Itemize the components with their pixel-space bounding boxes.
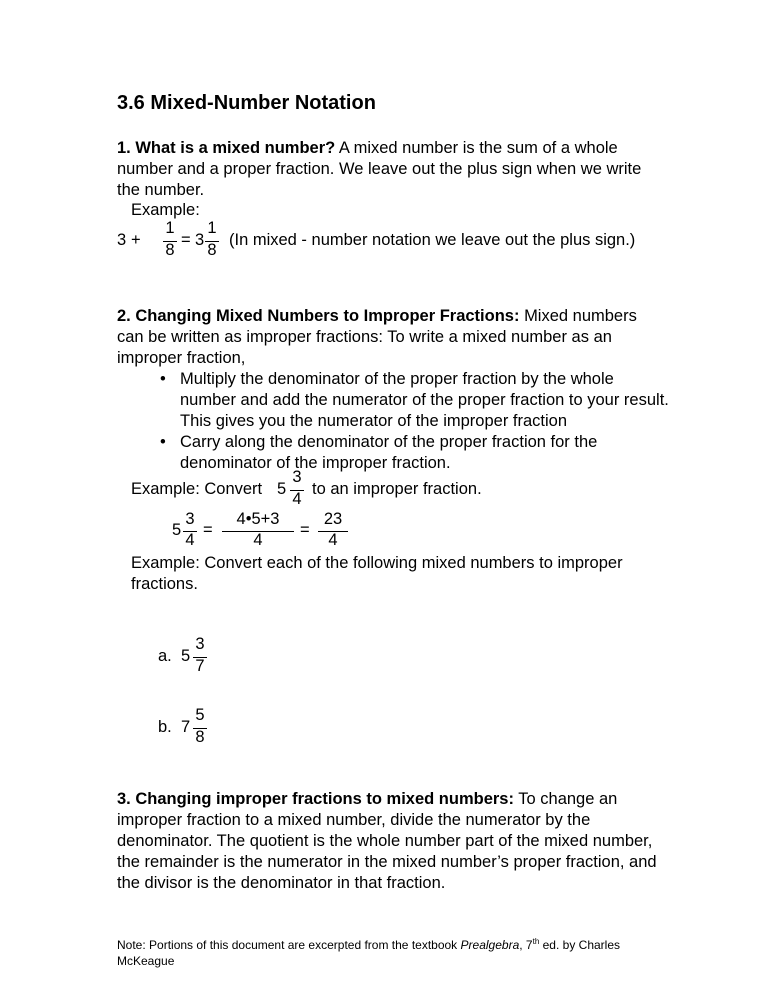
work-numerator-3: 23 (323, 510, 343, 528)
footer-edition-suffix: th (532, 937, 540, 946)
exercise-denominator: 7 (195, 657, 205, 675)
convert-whole: 5 (277, 480, 287, 498)
convert-numerator: 3 (292, 468, 302, 486)
convert-denominator: 4 (292, 490, 302, 508)
exercise-whole: 5 (181, 647, 191, 665)
section-2-text: Mixed numbers can be written as improper fractions: To write a mixed number as an improper fraction, (117, 307, 637, 367)
exercise-label: a. (158, 647, 172, 665)
work-numerator-2: 4•5+3 (236, 510, 280, 528)
section-3-heading: 3. Changing improper fractions to mixed numbers: (117, 790, 514, 808)
section-1-paragraph (117, 138, 662, 201)
eq-whole: 3 (117, 231, 127, 249)
eq-plus: + (131, 231, 141, 249)
section-2-heading: 2. Changing Mixed Numbers to Improper Fractions: (117, 307, 520, 325)
section-1-heading: 1. What is a mixed number? (117, 139, 336, 157)
eq-whole-2: 3 (195, 231, 205, 249)
exercise-numerator: 3 (195, 635, 205, 653)
work-equals-2: = (300, 521, 310, 539)
step-item: • Carry along the denominator of the proper fraction for the denominator of the improper fraction. (160, 432, 670, 474)
section-3-text: To change an improper fraction to a mixed number, divide the numerator by the denominator. The quotient is the whole number part of the mixed number, the remainder is the numerator in the mixed number’s proper fraction, and the divisor is the denominator in that fraction. (117, 790, 657, 892)
step-item: • Multiply the denominator of the proper fraction by the whole number and add the numerator of the proper fraction to your result. This gives you the numerator of the improper fraction (160, 369, 670, 432)
footer-book-title: Prealgebra (460, 938, 520, 952)
steps-list (160, 369, 670, 474)
footer-note: Note: Portions of this document are excerpted from the textbook Prealgebra, 7th ed. by Charles McKeague (117, 937, 620, 968)
eq-denominator-2: 8 (207, 241, 217, 259)
eq-numerator: 1 (165, 219, 175, 237)
work-denominator-3: 4 (328, 531, 338, 549)
footer-edition: 7 (525, 938, 533, 952)
convert-each-instruction: Example: Convert each of the following mixed numbers to improper fractions. (131, 554, 623, 593)
eq-numerator-2: 1 (207, 219, 217, 237)
page-title: 3.6 Mixed-Number Notation (117, 92, 376, 114)
convert-prefix: Example: Convert (131, 480, 263, 498)
eq-denominator: 8 (165, 241, 175, 259)
convert-suffix: to an improper fraction. (312, 480, 482, 498)
exercise-whole: 7 (181, 718, 191, 736)
section-2-paragraph (117, 306, 662, 369)
exercise-numerator: 5 (195, 706, 205, 724)
exercise-denominator: 8 (195, 728, 205, 746)
footer-pre: Note: Portions of this document are excerpted from the textbook (117, 938, 458, 952)
footer-post: ed. by Charles McKeague (117, 938, 620, 968)
work-equals-1: = (203, 521, 213, 539)
work-denominator-2: 4 (253, 531, 263, 549)
work-whole: 5 (172, 521, 182, 539)
work-denominator: 4 (185, 531, 195, 549)
eq-note: (In mixed - number notation we leave out the plus sign.) (229, 231, 636, 249)
exercise-label: b. (158, 718, 172, 736)
eq-equals: = (181, 231, 191, 249)
section-3-paragraph (117, 789, 667, 894)
section-1-text: A mixed number is the sum of a whole number and a proper fraction. We leave out the plus sign when we write the number. (117, 139, 642, 199)
section-1-example-label: Example: (131, 201, 200, 219)
work-numerator: 3 (185, 510, 195, 528)
